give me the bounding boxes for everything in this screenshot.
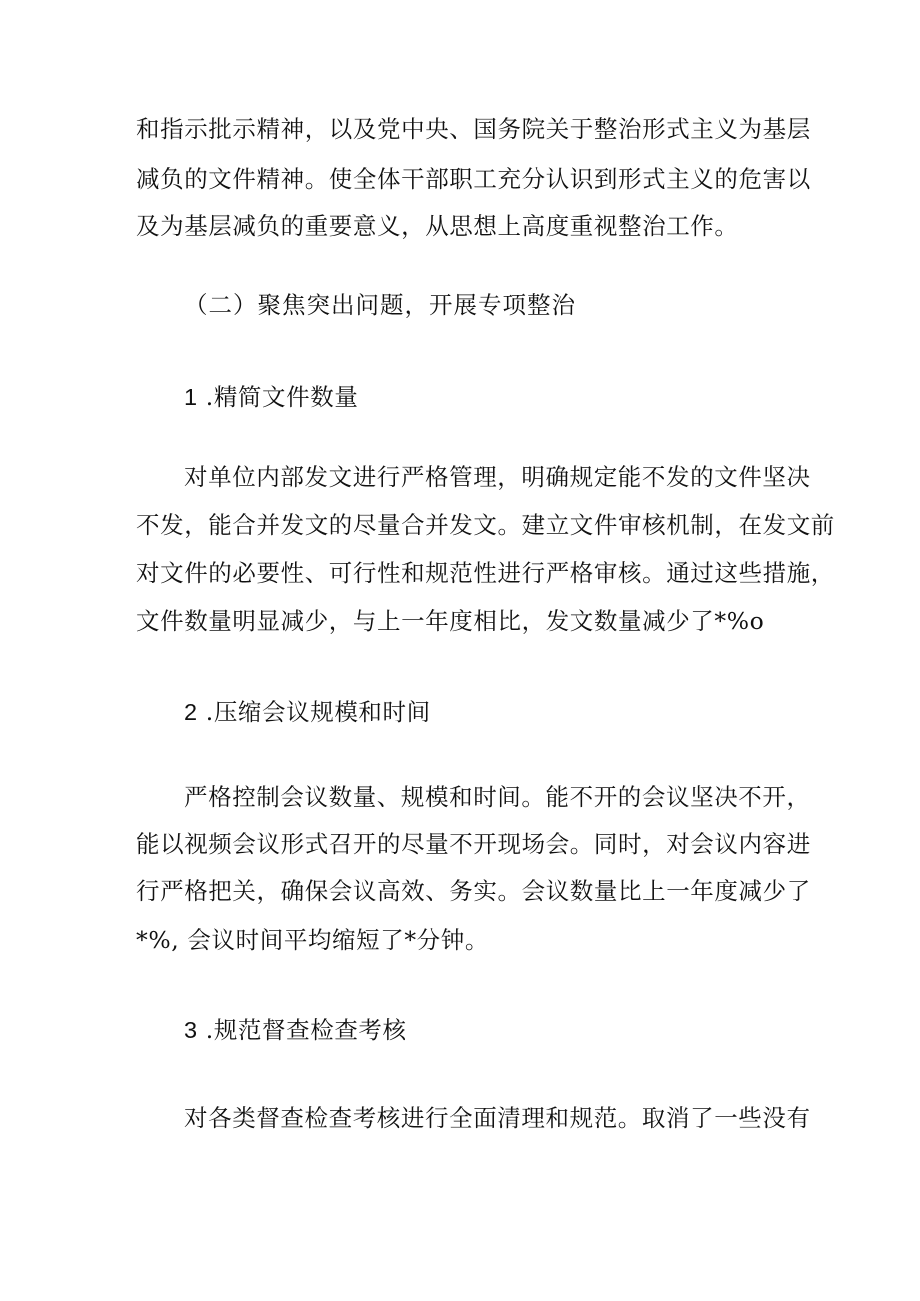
item2-line-4: *%, 会议时间平均缩短了*分钟。 bbox=[136, 926, 489, 954]
item2-line-1: 严格控制会议数量、规模和时间。能不开的会议坚决不开， bbox=[184, 783, 811, 811]
item2-line-2: 能以视频会议形式召开的尽量不开现场会。同时，对会议内容进 bbox=[136, 830, 811, 858]
item1-title: .精简文件数量 bbox=[205, 383, 359, 411]
intro-line-3: 及为基层减负的重要意义，从思想上高度重视整治工作。 bbox=[136, 212, 739, 240]
item1-number: 1 bbox=[184, 384, 198, 410]
intro-line-2: 减负的文件精神。使全体干部职工充分认识到形式主义的危害以 bbox=[136, 165, 811, 193]
item1-line-2: 不发，能合并发文的尽量合并发文。建立文件审核机制，在发文前 bbox=[136, 511, 835, 539]
item3-heading bbox=[184, 1015, 407, 1045]
item3-line-1: 对各类督查检查考核进行全面清理和规范。取消了一些没有 bbox=[184, 1104, 811, 1132]
item1-heading bbox=[184, 382, 358, 412]
item1-line-3: 对文件的必要性、可行性和规范性进行严格审核。通过这些措施， bbox=[136, 559, 835, 587]
item1-line-1: 对单位内部发文进行严格管理，明确规定能不发的文件坚决 bbox=[184, 463, 811, 491]
item2-heading bbox=[184, 697, 431, 727]
item2-number: 2 bbox=[184, 699, 198, 725]
item2-title: .压缩会议规模和时间 bbox=[205, 698, 431, 726]
item1-line-4: 文件数量明显减少，与上一年度相比，发文数量减少了*%o bbox=[136, 607, 765, 635]
item3-number: 3 bbox=[184, 1017, 198, 1043]
section-heading: （二）聚焦突出问题，开展专项整治 bbox=[184, 291, 576, 319]
item2-line-3: 行严格把关，确保会议高效、务实。会议数量比上一年度减少了 bbox=[136, 877, 811, 905]
intro-line-1: 和指示批示精神，以及党中央、国务院关于整治形式主义为基层 bbox=[136, 115, 811, 143]
item3-title: .规范督查检查考核 bbox=[205, 1016, 407, 1044]
